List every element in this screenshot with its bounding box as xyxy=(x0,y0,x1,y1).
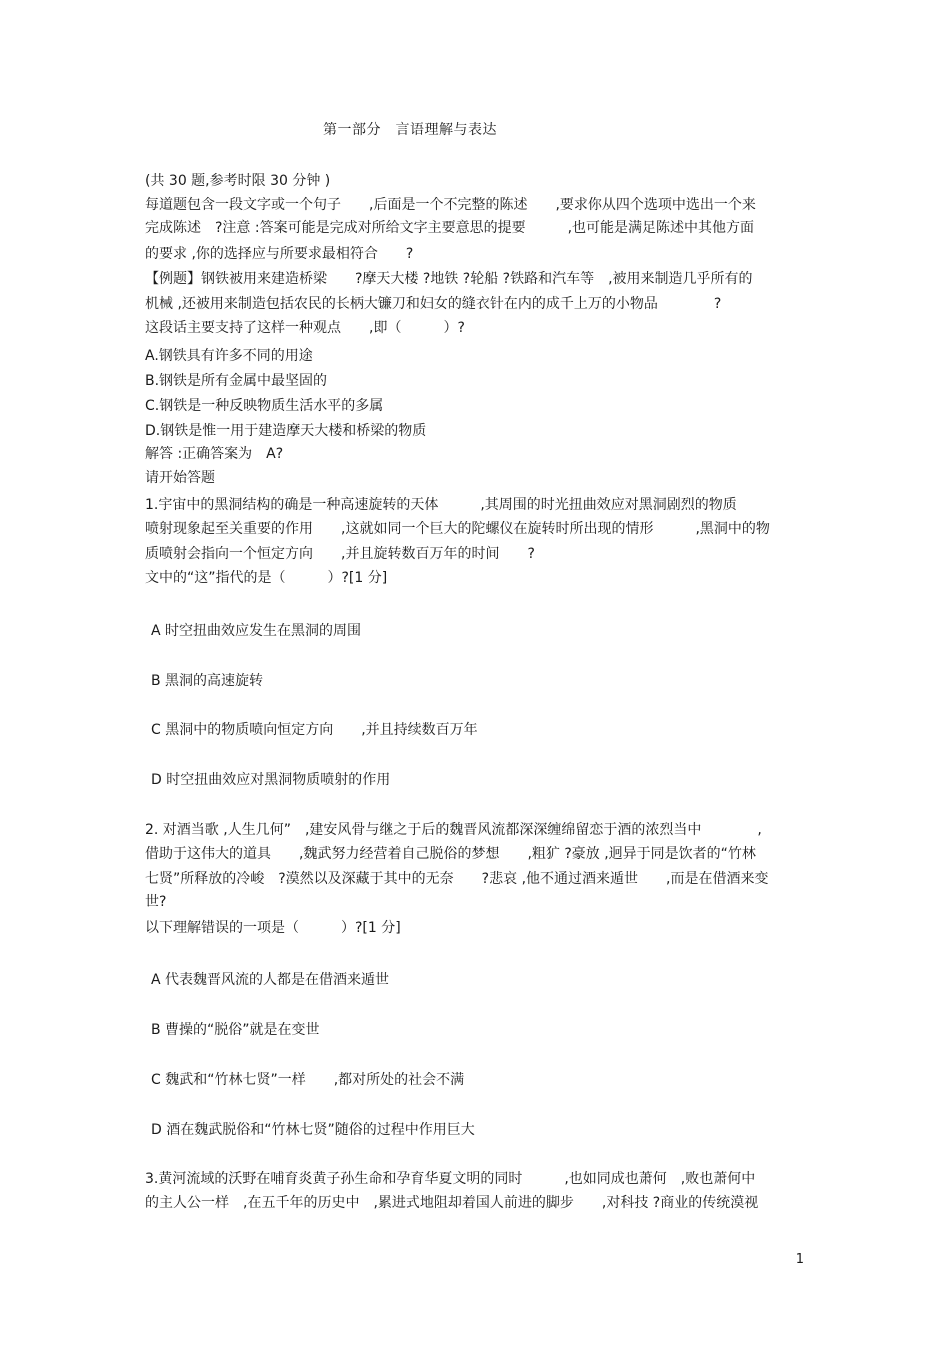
question-1-line: 1.宇宙中的黑洞结构的确是一种高速旋转的天体 ,其周围的时光扭曲效应对黑洞剧烈的物质 xyxy=(145,497,737,513)
example-option-a: A.钢铁具有许多不同的用途 xyxy=(145,348,313,364)
question-1-option-d: D 时空扭曲效应对黑洞物质喷射的作用 xyxy=(151,772,391,788)
question-1-option-c: C 黑洞中的物质喷向恒定方向 ,并且持续数百万年 xyxy=(151,722,478,738)
question-2-option-c: C 魏武和“竹林七贤”一样 ,都对所处的社会不满 xyxy=(151,1072,465,1088)
page-title: 第一部分 言语理解与表达 xyxy=(323,122,497,138)
example-line: 【例题】钢铁被用来建造桥梁 ?摩天大楼 ?地铁 ?轮船 ?铁路和汽车等 ,被用来制造几乎所有的 xyxy=(145,271,753,287)
question-1-prompt: 文中的“这”指代的是（ ）?[1 分] xyxy=(145,570,388,586)
example-line: 这段话主要支持了这样一种观点 ,即（ ）? xyxy=(145,320,465,336)
question-1-line: 喷射现象起至关重要的作用 ,这就如同一个巨大的陀螺仪在旋转时所出现的情形 ,黑洞中的物 xyxy=(145,521,770,537)
question-2-prompt: 以下理解错误的一项是（ ）?[1 分] xyxy=(145,920,401,936)
question-2-line: 借助于这伟大的道具 ,魏武努力经营着自己脱俗的梦想 ,粗犷 ?豪放 ,迥异于同是饮者的“竹林 xyxy=(145,846,756,862)
instruction-line: (共 30 题,参考时限 30 分钟 ) xyxy=(145,173,331,189)
instruction-line: 的要求 ,你的选择应与所要求最相符合 ? xyxy=(145,246,414,262)
question-2-option-a: A 代表魏晋风流的人都是在借酒来遁世 xyxy=(151,972,390,988)
question-3-line: 的主人公一样 ,在五千年的历史中 ,累进式地阻却着国人前进的脚步 ,对科技 ?商业的传统漠视 xyxy=(145,1195,759,1211)
example-option-b: B.钢铁是所有金属中最坚固的 xyxy=(145,373,328,389)
start-prompt: 请开始答题 xyxy=(145,470,215,486)
question-2-option-b: B 曹操的“脱俗”就是在变世 xyxy=(151,1022,320,1038)
question-3-line: 3.黄河流域的沃野在哺育炎黄子孙生命和孕育华夏文明的同时 ,也如同成也萧何 ,败也萧何中 xyxy=(145,1171,756,1187)
instruction-line: 完成陈述 ?注意 :答案可能是完成对所给文字主要意思的提要 ,也可能是满足陈述中其他方面 xyxy=(145,220,755,236)
question-2-line: 七贤”所释放的冷峻 ?漠然以及深藏于其中的无奈 ?悲哀 ,他不通过酒来遁世 ,而是在借酒来变 xyxy=(145,871,769,887)
question-2-option-d: D 酒在魏武脱俗和“竹林七贤”随俗的过程中作用巨大 xyxy=(151,1122,475,1138)
example-answer: 解答 :正确答案为 A? xyxy=(145,446,284,462)
question-1-option-b: B 黑洞的高速旋转 xyxy=(151,673,264,689)
instruction-line: 每道题包含一段文字或一个句子 ,后面是一个不完整的陈述 ,要求你从四个选项中选出一个来 xyxy=(145,197,756,213)
page-number: 1 xyxy=(795,1252,804,1267)
question-1-option-a: A 时空扭曲效应发生在黑洞的周围 xyxy=(151,623,362,639)
example-line: 机械 ,还被用来制造包括农民的长柄大镰刀和妇女的缝衣针在内的成千上万的小物品 ? xyxy=(145,296,722,312)
example-option-c: C.钢铁是一种反映物质生活水平的多属 xyxy=(145,398,384,414)
question-2-line: 世? xyxy=(145,894,167,910)
question-2-line: 2. 对酒当歌 ,人生几何” ,建安风骨与继之于后的魏晋风流都深深缠绵留恋于酒的浓烈当中 , xyxy=(145,822,762,838)
question-1-line: 质喷射会指向一个恒定方向 ,并且旋转数百万年的时间 ? xyxy=(145,546,535,562)
example-option-d: D.钢铁是惟一用于建造摩天大楼和桥梁的物质 xyxy=(145,423,427,439)
